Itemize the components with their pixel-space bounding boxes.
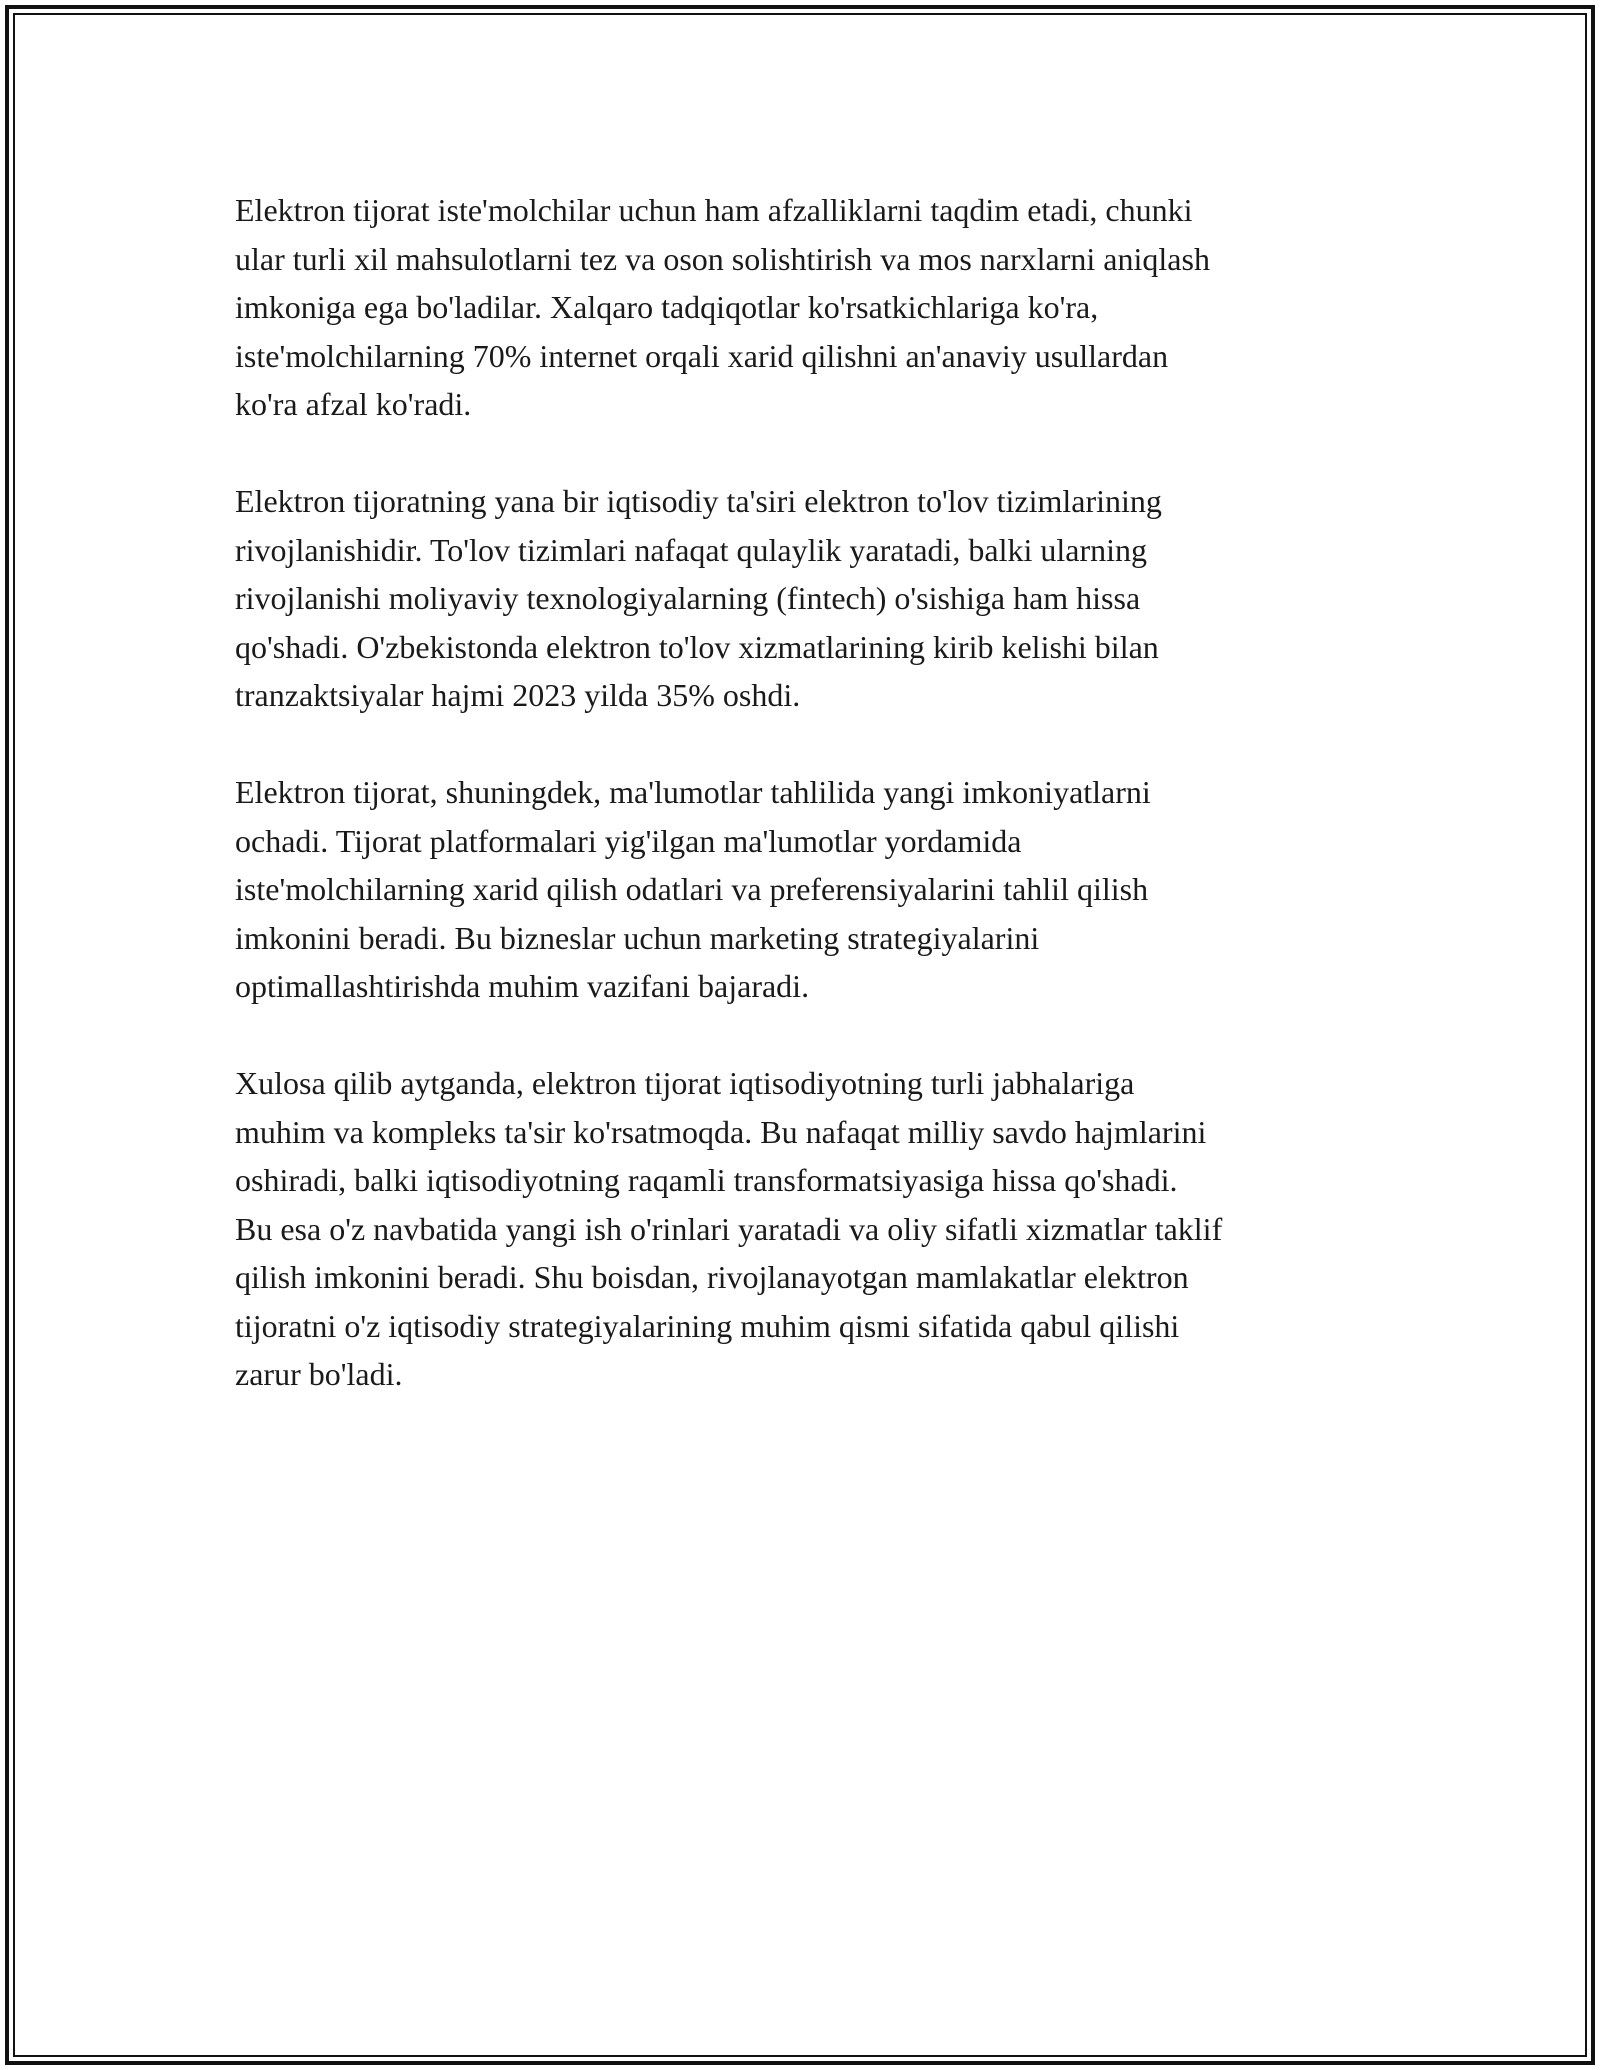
text-line: qo'shadi. O'zbekistonda elektron to'lov xizmatlarining kirib kelishi bilan	[235, 628, 1159, 665]
text-line: oshiradi, balki iqtisodiyotning raqamli transformatsiyasiga hissa qo'shadi.	[235, 1162, 1178, 1198]
text-line: tijoratni o'z iqtisodiy strategiyalarining muhim qismi sifatida qabul qilishi	[235, 1307, 1180, 1344]
text-line: zarur bo'ladi.	[235, 1356, 403, 1392]
text-line: ochadi. Tijorat platformalari yig'ilgan ma'lumotlar yordamida	[235, 822, 1022, 859]
text-line: optimallashtirishda muhim vazifani bajaradi.	[235, 968, 810, 1004]
paragraph-1	[235, 186, 1375, 429]
text-line: Bu esa o'z navbatida yangi ish o'rinlari yaratadi va oliy sifatli xizmatlar taklif	[235, 1210, 1223, 1247]
text-line: muhim va kompleks ta'sir ko'rsatmoqda. Bu nafaqat milliy savdo hajmlarini	[235, 1113, 1207, 1150]
text-line: imkoniga ega bo'ladilar. Xalqaro tadqiqotlar ko'rsatkichlariga ko'ra,	[235, 289, 1099, 325]
paragraph-2	[235, 477, 1375, 720]
text-line: iste'molchilarning xarid qilish odatlari va preferensiyalarini tahlil qilish	[235, 871, 1149, 907]
text-line: Elektron tijorat, shuningdek, ma'lumotlar tahlilida yangi imkoniyatlarni	[235, 774, 1151, 810]
document-body	[235, 186, 1375, 1447]
text-line: qilish imkonini beradi. Shu boisdan, rivojlanayotgan mamlakatlar elektron	[235, 1259, 1189, 1295]
text-line: iste'molchilarning 70% internet orqali xarid qilishni an'anaviy usullardan	[235, 337, 1169, 374]
text-line: Xulosa qilib aytganda, elektron tijorat iqtisodiyotning turli jabhalariga	[235, 1065, 1135, 1101]
text-line: imkonini beradi. Bu bizneslar uchun marketing strategiyalarini	[235, 919, 1040, 956]
paragraph-3	[235, 768, 1375, 1011]
text-line: Elektron tijoratning yana bir iqtisodiy ta'siri elektron to'lov tizimlarining	[235, 483, 1162, 519]
text-line: tranzaktsiyalar hajmi 2023 yilda 35% oshdi.	[235, 677, 801, 713]
text-line: rivojlanishi moliyaviy texnologiyalarning (fintech) o'sishiga ham hissa	[235, 580, 1141, 616]
text-line: ular turli xil mahsulotlarni tez va oson solishtirish va mos narxlarni aniqlash	[235, 240, 1210, 277]
text-line: rivojlanishidir. To'lov tizimlari nafaqat qulaylik yaratadi, balki ularning	[235, 531, 1148, 568]
paragraph-4	[235, 1059, 1375, 1399]
text-line: Elektron tijorat iste'molchilar uchun ham afzalliklarni taqdim etadi, chunki	[235, 192, 1193, 228]
text-line: ko'ra afzal ko'radi.	[235, 386, 472, 422]
